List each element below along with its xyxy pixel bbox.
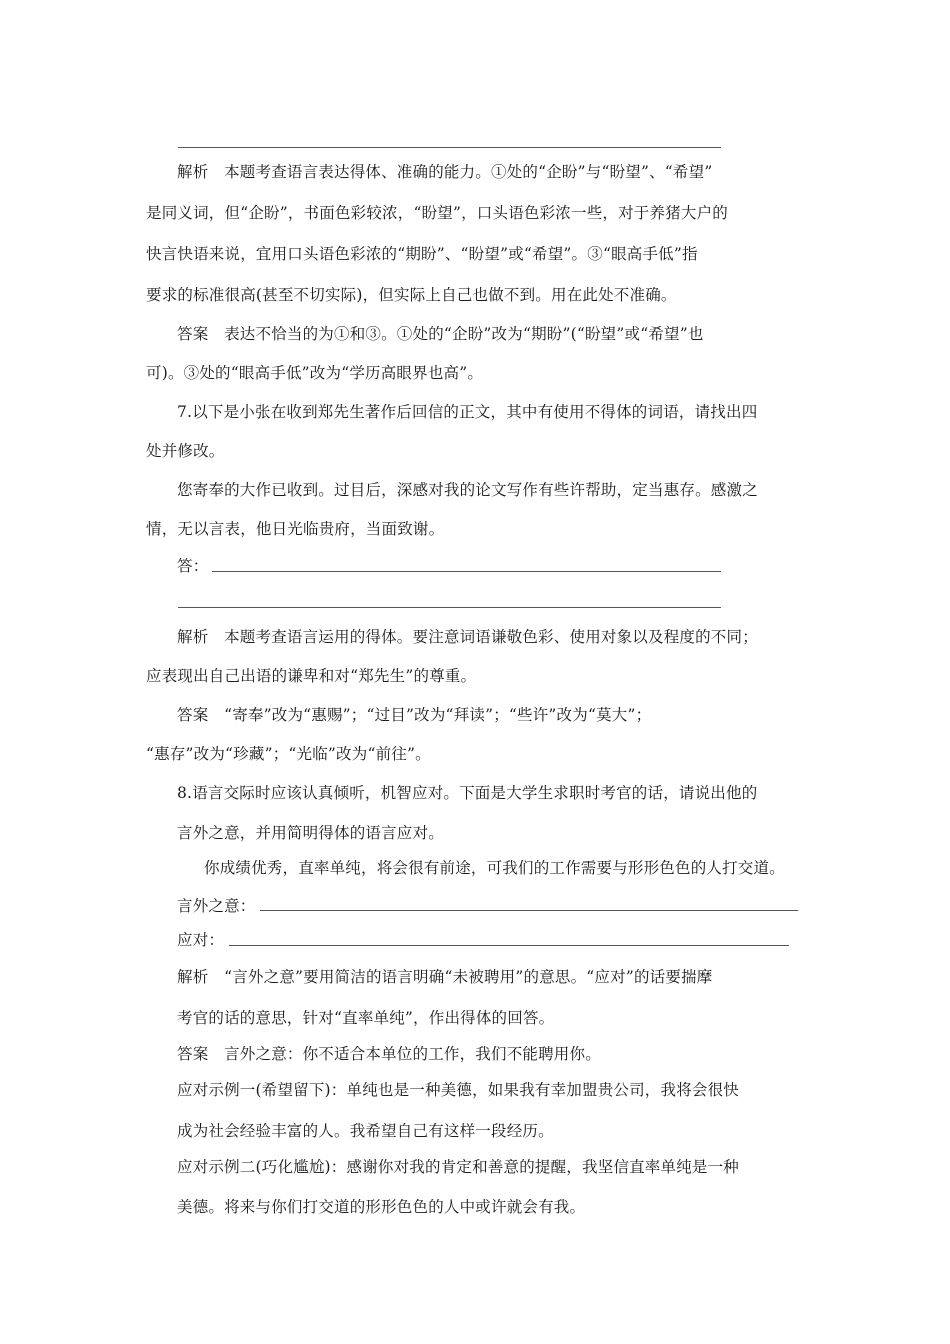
answer-label: 答：	[177, 557, 209, 575]
analysis-6-line-2: 是同义词，但“企盼”，书面色彩较浓，“盼望”，口头语色彩浓一些，对于养猪大户的	[146, 204, 728, 222]
question-7-line-1: 7.以下是小张在收到郑先生著作后回信的正文，其中有使用不得体的词语，请找出四	[177, 403, 758, 421]
reply-example-2-line-2: 美德。将来与你们打交道的形形色色的人中或许就会有我。	[177, 1198, 586, 1216]
reply-field[interactable]	[229, 945, 789, 946]
analysis-7-line-1: 解析 本题考查语言运用的得体。要注意词语谦敬色彩、使用对象以及程度的不同；	[177, 628, 758, 646]
reply-example-2-line-1: 应对示例二(巧化尴尬)：感谢你对我的肯定和善意的提醒，我坚信直率单纯是一种	[177, 1158, 739, 1176]
reply-label: 应对：	[177, 931, 225, 949]
answer-field-line-2[interactable]	[178, 607, 721, 608]
analysis-8-line-2: 考官的话的意思，针对“直率单纯”，作出得体的回答。	[177, 1009, 555, 1027]
question-8-line-1: 8.语言交际时应该认真倾听，机智应对。下面是大学生求职时考官的话，请说出他的	[177, 784, 758, 802]
question-8-line-2: 言外之意，并用简明得体的语言应对。	[177, 824, 444, 842]
reply-example-1-line-1: 应对示例一(希望留下)：单纯也是一种美德，如果我有幸加盟贵公司，我将会很快	[177, 1081, 739, 1099]
analysis-6-line-4: 要求的标准很高(甚至不切实际)，但实际上自己也做不到。用在此处不准确。	[146, 286, 677, 304]
letter-text-line-1: 您寄奉的大作已收到。过目后，深感对我的论文写作有些许帮助，定当惠存。感激之	[177, 481, 758, 499]
analysis-6-line-3: 快言快语来说，宜用口头语色彩浓的“期盼”、“盼望”或“希望”。③“眼高手低”指	[146, 245, 698, 263]
implied-meaning-field[interactable]	[260, 910, 798, 911]
analysis-6-line-1: 解析 本题考查语言表达得体、准确的能力。①处的“企盼”与“盼望”、“希望”	[177, 163, 713, 181]
analysis-8-line-1: 解析 “言外之意”要用简洁的语言明确“未被聘用”的意思。“应对”的话要揣摩	[177, 968, 713, 986]
implied-meaning-label: 言外之意：	[177, 897, 256, 915]
letter-text-line-2: 情，无以言表，他日光临贵府，当面致谢。	[146, 520, 445, 538]
examiner-quote: 你成绩优秀，直率单纯，将会很有前途，可我们的工作需要与形形色色的人打交道。	[204, 859, 785, 877]
answer-field-line-1[interactable]	[212, 571, 721, 572]
reply-example-1-line-2: 成为社会经验丰富的人。我希望自己有这样一段经历。	[177, 1122, 554, 1140]
answer-blank-line	[178, 147, 721, 148]
answer-6-line-2: 可)。③处的“眼高手低”改为“学历高眼界也高”。	[146, 364, 484, 382]
question-7-line-2: 处并修改。	[146, 442, 225, 460]
analysis-7-line-2: 应表现出自己出语的谦卑和对“郑先生”的尊重。	[146, 667, 477, 685]
answer-7-line-1: 答案 “寄奉”改为“惠赐”；“过目”改为“拜读”；“些许”改为“莫大”；	[177, 706, 652, 724]
answer-7-line-2: “惠存”改为“珍藏”；“光临”改为“前往”。	[146, 745, 431, 763]
answer-6-line-1: 答案 表达不恰当的为①和③。①处的“企盼”改为“期盼”(“盼望”或“希望”也	[177, 325, 704, 343]
answer-8-line: 答案 言外之意：你不适合本单位的工作，我们不能聘用你。	[177, 1045, 601, 1063]
